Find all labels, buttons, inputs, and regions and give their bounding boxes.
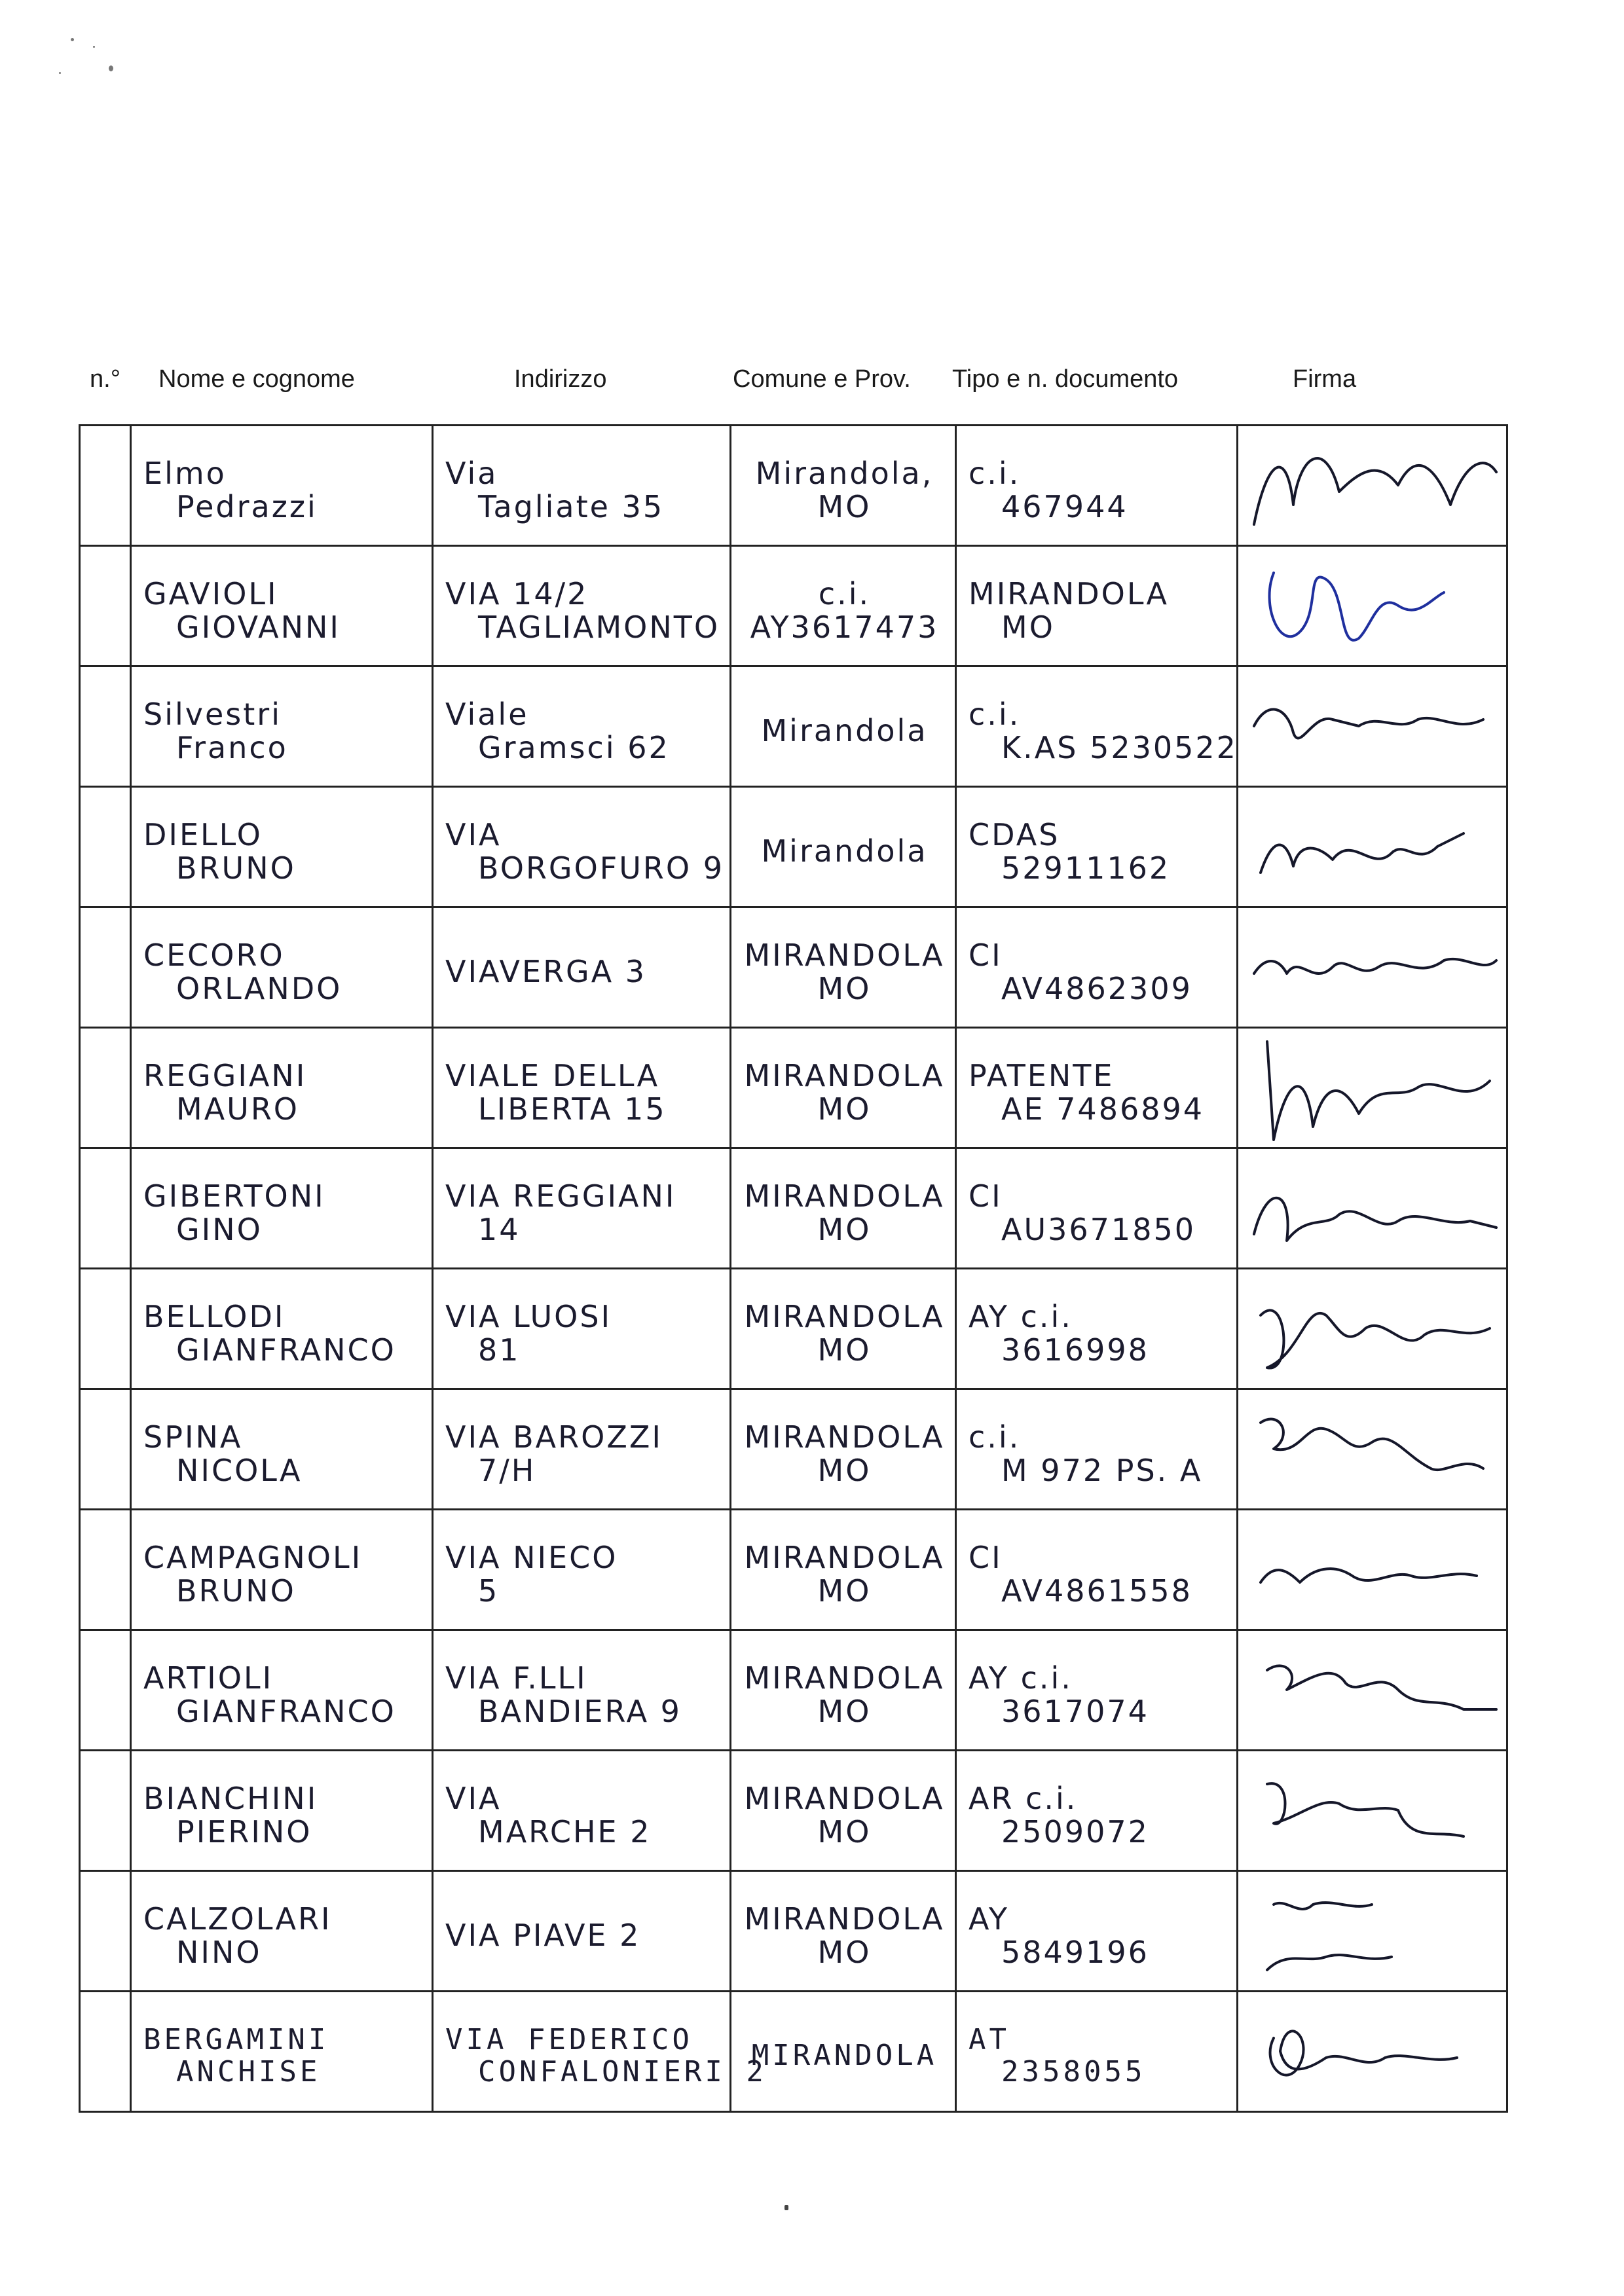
name-cell [131, 666, 433, 787]
document-cell [956, 426, 1238, 546]
document-cell [956, 546, 1238, 666]
first-name: ARTIOLI [143, 1660, 274, 1696]
header-comune: Comune e Prov. [733, 365, 911, 393]
handwritten-signature [1247, 915, 1500, 1019]
comune-cell [731, 907, 956, 1028]
document-type: CDAS [969, 816, 1060, 852]
row-number-cell [80, 1389, 131, 1510]
address-line-2: Gramsci 62 [478, 729, 670, 765]
name-cell [131, 546, 433, 666]
signature-cell [1238, 1028, 1507, 1148]
address-line-2: 7/H [478, 1452, 536, 1488]
document-number: 5849196 [1001, 1934, 1149, 1970]
signature-cell [1238, 1871, 1507, 1992]
row-number-cell [80, 1871, 131, 1992]
document-number: 2358055 [1001, 2054, 1146, 2088]
comune-line-2: MO [817, 1573, 872, 1609]
table-row [80, 1389, 1507, 1510]
table-row [80, 1148, 1507, 1269]
handwritten-signature [1247, 1878, 1500, 1983]
name-cell [131, 1630, 433, 1751]
last-name: NINO [176, 1934, 262, 1970]
address-line-1: VIA PIAVE 2 [445, 1918, 641, 1954]
signature-cell [1238, 907, 1507, 1028]
address-cell [433, 1751, 731, 1871]
row-number-cell [80, 1510, 131, 1630]
row-number-cell [80, 907, 131, 1028]
last-name: MAURO [176, 1091, 299, 1127]
comune-line-1: MIRANDOLA [744, 1780, 945, 1816]
name-cell [131, 1389, 433, 1510]
comune-cell [731, 426, 956, 546]
signature-cell [1238, 1269, 1507, 1389]
name-cell [131, 1269, 433, 1389]
table-row [80, 907, 1507, 1028]
document-cell [956, 1510, 1238, 1630]
document-cell [956, 1269, 1238, 1389]
comune-cell [731, 1871, 956, 1992]
first-name: BIANCHINI [143, 1780, 318, 1816]
comune-line-1: Mirandola [761, 713, 928, 749]
signature-cell [1238, 1992, 1507, 2112]
document-type: AY c.i. [969, 1298, 1073, 1334]
comune-line-2: MO [817, 970, 872, 1006]
table-row [80, 1028, 1507, 1148]
first-name: CAMPAGNOLI [143, 1539, 363, 1575]
document-type: c.i. [969, 696, 1021, 732]
comune-cell [731, 1148, 956, 1269]
row-number-cell [80, 666, 131, 787]
handwritten-signature [1247, 433, 1500, 538]
document-type: c.i. [969, 1419, 1021, 1455]
handwritten-signature [1247, 674, 1500, 778]
address-line-1: VIA F.LLI [445, 1660, 587, 1696]
last-name: PIERINO [176, 1813, 312, 1850]
comune-line-1: Mirandola, [755, 455, 934, 491]
document-cell [956, 1389, 1238, 1510]
handwritten-signature [1247, 1035, 1500, 1140]
last-name: BRUNO [176, 1573, 296, 1609]
document-type: CI [969, 937, 1003, 973]
address-line-2: BORGOFURO 9 [478, 850, 724, 886]
column-headers [0, 365, 1624, 398]
address-cell [433, 1148, 731, 1269]
row-number-cell [80, 1992, 131, 2112]
document-type: CI [969, 1178, 1003, 1214]
name-cell [131, 426, 433, 546]
table-row [80, 1510, 1507, 1630]
signature-cell [1238, 1751, 1507, 1871]
document-type: CI [969, 1539, 1003, 1575]
address-cell [433, 1269, 731, 1389]
row-number-cell [80, 787, 131, 907]
comune-cell [731, 1269, 956, 1389]
header-number: n.° [90, 365, 120, 393]
address-line-2: BANDIERA 9 [478, 1693, 682, 1729]
scan-specks [59, 33, 138, 85]
last-name: BRUNO [176, 850, 296, 886]
address-line-2: 14 [478, 1211, 521, 1247]
table-row [80, 546, 1507, 666]
document-cell [956, 666, 1238, 787]
address-line-1: Via [445, 455, 498, 491]
comune-cell [731, 666, 956, 787]
document-cell [956, 1871, 1238, 1992]
address-line-1: VIALE DELLA [445, 1057, 660, 1093]
comune-line-1: Mirandola [761, 833, 928, 869]
handwritten-signature [1247, 1758, 1500, 1863]
document-cell [956, 1630, 1238, 1751]
comune-line-1: MIRANDOLA [744, 1057, 945, 1093]
document-number: 2509072 [1001, 1813, 1149, 1850]
document-cell [956, 1751, 1238, 1871]
comune-line-2: AY3617473 [750, 609, 939, 645]
comune-line-1: MIRANDOLA [744, 1178, 945, 1214]
row-number-cell [80, 1148, 131, 1269]
comune-line-1: MIRANDOLA [744, 1419, 945, 1455]
comune-line-1: MIRANDOLA [744, 937, 945, 973]
row-number-cell [80, 1269, 131, 1389]
comune-cell [731, 1751, 956, 1871]
handwritten-signature [1247, 1396, 1500, 1501]
address-line-1: VIA [445, 816, 502, 852]
first-name: GAVIOLI [143, 575, 278, 611]
signature-cell [1238, 1389, 1507, 1510]
address-line-1: VIA [445, 1780, 502, 1816]
table-row [80, 1992, 1507, 2112]
comune-line-1: MIRANDOLA [744, 1901, 945, 1937]
handwritten-signature [1247, 1517, 1500, 1622]
first-name: BERGAMINI [143, 2023, 329, 2057]
address-cell [433, 1389, 731, 1510]
row-number-cell [80, 1630, 131, 1751]
address-line-1: VIA FEDERICO [445, 2023, 693, 2057]
signature-cell [1238, 1510, 1507, 1630]
comune-line-2: MO [817, 1813, 872, 1850]
address-cell [433, 1992, 767, 2112]
document-number: M 972 PS. A [1001, 1452, 1203, 1488]
address-line-2: 5 [478, 1573, 500, 1609]
document-number: AE 7486894 [1001, 1091, 1205, 1127]
document-cell [956, 1028, 1238, 1148]
comune-line-1: MIRANDOLA [744, 1539, 945, 1575]
first-name: CECORO [143, 937, 285, 973]
row-number-cell [80, 1028, 131, 1148]
address-cell [433, 787, 731, 907]
address-line-2: CONFALONIERI 2 [478, 2054, 767, 2088]
address-line-1: VIA BAROZZI [445, 1419, 663, 1455]
address-cell [433, 1028, 731, 1148]
comune-cell [731, 1630, 956, 1751]
comune-cell [731, 1510, 956, 1630]
header-document: Tipo e n. documento [952, 365, 1179, 393]
signature-sheet [79, 424, 1506, 2126]
address-line-1: VIA NIECO [445, 1539, 618, 1575]
last-name: GIOVANNI [176, 609, 341, 645]
comune-line-2: MO [817, 1332, 872, 1368]
address-line-2: Tagliate 35 [478, 488, 665, 524]
comune-line-2: MO [817, 1091, 872, 1127]
handwritten-signature [1247, 1637, 1500, 1742]
document-type: AY [969, 1901, 1009, 1937]
comune-line-2: MO [817, 1211, 872, 1247]
handwritten-signature [1247, 553, 1500, 658]
document-type: AY c.i. [969, 1660, 1073, 1696]
document-number: AV4862309 [1001, 970, 1192, 1006]
address-line-2: 81 [478, 1332, 521, 1368]
table-row [80, 1630, 1507, 1751]
table-row [80, 1269, 1507, 1389]
name-cell [131, 787, 433, 907]
signature-cell [1238, 1148, 1507, 1269]
signature-cell [1238, 787, 1507, 907]
document-number: 3617074 [1001, 1693, 1149, 1729]
address-cell [433, 907, 731, 1028]
document-number: AU3671850 [1001, 1211, 1196, 1247]
document-type: PATENTE [969, 1057, 1115, 1093]
table-row [80, 666, 1507, 787]
comune-line-1: MIRANDOLA [744, 1298, 945, 1334]
comune-cell [731, 1028, 956, 1148]
signature-cell [1238, 666, 1507, 787]
first-name: REGGIANI [143, 1057, 307, 1093]
address-line-1: VIA 14/2 [445, 575, 589, 611]
header-name: Nome e cognome [158, 365, 355, 393]
row-number-cell [80, 546, 131, 666]
document-cell [956, 787, 1238, 907]
comune-cell [731, 1992, 956, 2112]
address-cell [433, 546, 731, 666]
address-line-2: MARCHE 2 [478, 1813, 652, 1850]
address-line-1: VIA REGGIANI [445, 1178, 676, 1214]
comune-line-1: MIRANDOLA [744, 1660, 945, 1696]
last-name: Pedrazzi [176, 488, 318, 524]
comune-line-2: MO [817, 1452, 872, 1488]
comune-cell [731, 546, 956, 666]
table-row [80, 1751, 1507, 1871]
first-name: DIELLO [143, 816, 263, 852]
comune-cell [731, 787, 956, 907]
address-line-1: VIA LUOSI [445, 1298, 612, 1334]
address-line-2: LIBERTA 15 [478, 1091, 667, 1127]
address-line-1: VIAVERGA 3 [445, 954, 647, 990]
table-row [80, 1871, 1507, 1992]
name-cell [131, 1992, 433, 2112]
last-name: Franco [176, 729, 288, 765]
row-number-cell [80, 426, 131, 546]
address-line-1: Viale [445, 696, 529, 732]
row-number-cell [80, 1751, 131, 1871]
address-cell [433, 1510, 731, 1630]
document-type: c.i. [969, 455, 1021, 491]
last-name: ORLANDO [176, 970, 342, 1006]
document-type: AR c.i. [969, 1780, 1078, 1816]
last-name: GINO [176, 1211, 263, 1247]
document-cell [956, 1148, 1238, 1269]
document-number: 3616998 [1001, 1332, 1149, 1368]
last-name: GIANFRANCO [176, 1332, 396, 1368]
comune-line-1: MIRANDOLA [751, 2039, 938, 2073]
header-signature: Firma [1293, 365, 1357, 393]
signature-cell [1238, 546, 1507, 666]
first-name: SPINA [143, 1419, 243, 1455]
document-type: MIRANDOLA [969, 575, 1170, 611]
address-line-2: TAGLIAMONTO [478, 609, 720, 645]
document-number: 467944 [1001, 488, 1128, 524]
signature-cell [1238, 1630, 1507, 1751]
first-name: Elmo [143, 455, 227, 491]
address-cell [433, 666, 731, 787]
document-cell [956, 907, 1238, 1028]
address-cell [433, 1871, 731, 1992]
table-row [80, 787, 1507, 907]
header-address: Indirizzo [514, 365, 607, 393]
handwritten-signature [1247, 1156, 1500, 1260]
first-name: CALZOLARI [143, 1901, 332, 1937]
last-name: ANCHISE [176, 2054, 321, 2088]
last-name: NICOLA [176, 1452, 303, 1488]
page-mark [784, 2205, 788, 2210]
handwritten-signature [1247, 1999, 1500, 2104]
last-name: GIANFRANCO [176, 1693, 396, 1729]
first-name: Silvestri [143, 696, 282, 732]
document-number: AV4861558 [1001, 1573, 1192, 1609]
comune-line-2: MO [817, 488, 872, 524]
name-cell [131, 1510, 433, 1630]
document-number: MO [1001, 609, 1055, 645]
comune-line-1: c.i. [818, 575, 871, 611]
document-number: 52911162 [1001, 850, 1171, 886]
name-cell [131, 907, 433, 1028]
address-cell [433, 1630, 731, 1751]
signature-cell [1238, 426, 1507, 546]
comune-cell [731, 1389, 956, 1510]
name-cell [131, 1751, 433, 1871]
document-cell [956, 1992, 1238, 2112]
handwritten-signature [1247, 1276, 1500, 1381]
first-name: BELLODI [143, 1298, 286, 1334]
comune-line-2: MO [817, 1693, 872, 1729]
handwritten-signature [1247, 794, 1500, 899]
address-cell [433, 426, 731, 546]
table-row [80, 426, 1507, 546]
comune-line-2: MO [817, 1934, 872, 1970]
document-number: K.AS 5230522 [1001, 729, 1238, 765]
name-cell [131, 1148, 433, 1269]
document-type: AT [969, 2023, 1010, 2057]
first-name: GIBERTONI [143, 1178, 325, 1214]
name-cell [131, 1028, 433, 1148]
signature-table [79, 424, 1508, 2113]
name-cell [131, 1871, 433, 1992]
